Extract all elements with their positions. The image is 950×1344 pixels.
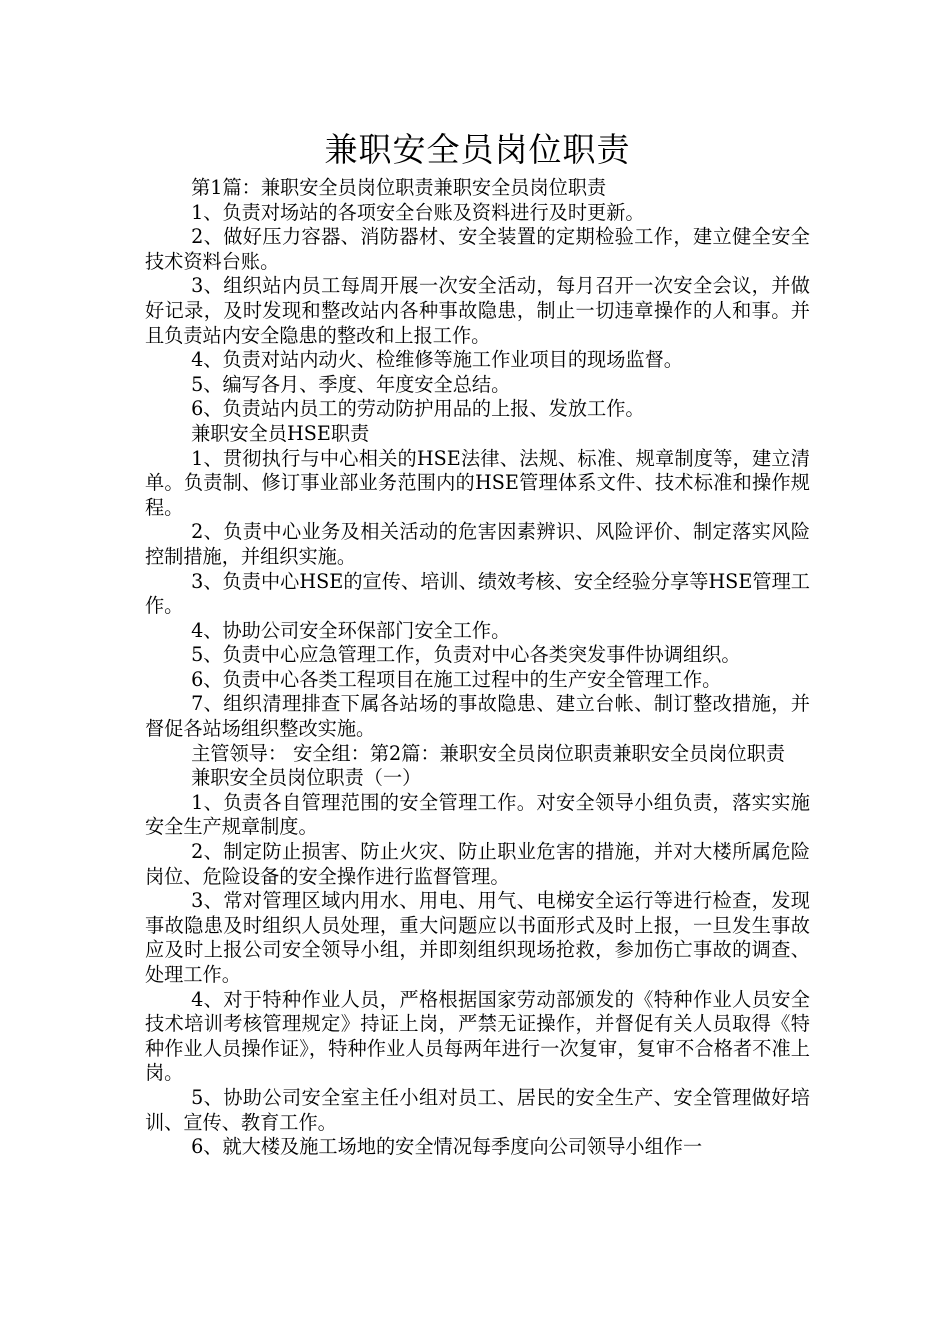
paragraph: 6、就大楼及施工场地的安全情况每季度向公司领导小组作一 [191, 1135, 703, 1159]
paragraph: 6、负责站内员工的劳动防护用品的上报、发放工作。 [191, 397, 645, 421]
document-title: 兼职安全员岗位职责 [324, 130, 631, 169]
paragraph: 4、负责对站内动火、检维修等施工作业项目的现场监督。 [191, 348, 683, 372]
paragraph: 3、组织站内员工每周开展一次安全活动，每月召开一次安全会议，并做好记录，及时发现和整改站内各种事故隐患，制止一切违章操作的人和事。并且负责站内安全隐患的整改和上报工作。 [145, 274, 810, 347]
paragraph: 6、负责中心各类工程项目在施工过程中的生产安全管理工作。 [191, 667, 722, 691]
document-page [145, 128, 810, 1160]
paragraph: 第1篇：兼职安全员岗位职责兼职安全员岗位职责 [191, 176, 607, 199]
paragraph: 4、对于特种作业人员，严格根据国家劳动部颁发的《特种作业人员安全技术培训考核管理规定》持证上岗，严禁无证操作，并督促有关人员取得《特种作业人员操作证》，特种作业人员每两年进行一次复审，复审不合格者不准上岗。 [145, 987, 810, 1085]
paragraph: 主管领导： 安全组：第2篇：兼职安全员岗位职责兼职安全员岗位职责 [191, 741, 786, 765]
paragraph: 3、负责中心HSE的宣传、培训、绩效考核、安全经验分享等HSE管理工作。 [145, 569, 810, 618]
paragraph: 3、常对管理区域内用水、用电、用气、电梯安全运行等进行检查，发现事故隐患及时组织人员处理，重大问题应以书面形式及时上报，一旦发生事故应及时上报公司安全领导小组，并即刻组织现场抢救，参加伤亡事故的调查、处理工作。 [145, 889, 810, 986]
paragraph: 2、负责中心业务及相关活动的危害因素辨识、风险评价、制定落实风险控制措施，并组织实施。 [145, 520, 810, 568]
section-heading: 兼职安全员HSE职责 [191, 421, 370, 445]
section-heading: 兼职安全员岗位职责（一） [191, 766, 422, 790]
paragraph: 5、编写各月、季度、年度安全总结。 [191, 372, 511, 396]
paragraph: 4、协助公司安全环保部门安全工作。 [191, 618, 511, 642]
paragraph: 1、贯彻执行与中心相关的HSE法律、法规、标准、规章制度等，建立清单。负责制、修订事业部业务范围内的HSE管理体系文件、技术标准和操作规程。 [145, 446, 810, 519]
paragraph: 5、协助公司安全室主任小组对员工、居民的安全生产、安全管理做好培训、宣传、教育工作。 [145, 1085, 810, 1134]
paragraph: 2、制定防止损害、防止火灾、防止职业危害的措施，并对大楼所属危险岗位、危险设备的安全操作进行监督管理。 [145, 840, 810, 888]
paragraph: 5、负责中心应急管理工作，负责对中心各类突发事件协调组织。 [191, 643, 741, 667]
paragraph: 1、负责各自管理范围的安全管理工作。对安全领导小组负责，落实实施安全生产规章制度。 [145, 790, 810, 839]
paragraph: 7、组织清理排查下属各站场的事故隐患、建立台帐、制订整改措施，并督促各站场组织整改实施。 [145, 692, 810, 741]
paragraph: 2、做好压力容器、消防器材、安全装置的定期检验工作，建立健全安全技术资料台账。 [145, 225, 810, 273]
paragraph: 1、负责对场站的各项安全台账及资料进行及时更新。 [191, 200, 645, 224]
